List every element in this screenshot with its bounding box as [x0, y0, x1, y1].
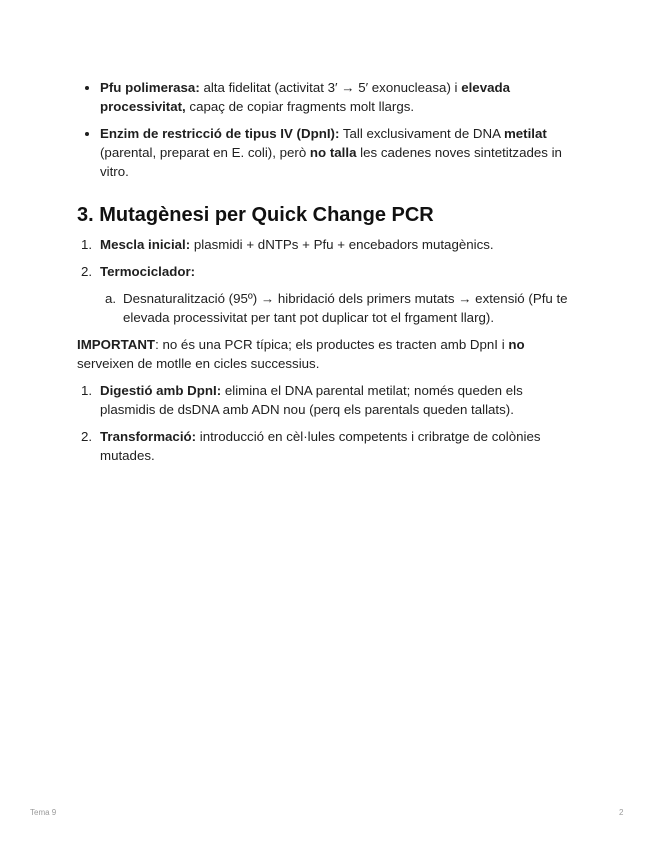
enzyme-list — [77, 78, 577, 181]
item-text: capaç de copiar fragments molt llargs. — [185, 99, 415, 114]
item-text: alta fidelitat (activitat 3′ → 5′ exonucleasa) i — [199, 80, 462, 95]
bold-term: Mescla inicial: — [100, 237, 191, 252]
list-number: 2. — [81, 264, 93, 279]
important-note — [77, 335, 577, 373]
list-item-pfu — [77, 78, 577, 116]
bold-term: Pfu polimerasa: — [100, 80, 200, 95]
item-text: les cadenes noves sintetitzades in vitro. — [100, 145, 562, 179]
bold-term: no — [508, 337, 525, 352]
bold-term: Transformació: — [100, 429, 197, 444]
substeps-list — [100, 289, 577, 327]
bold-term: Digestió amb DpnI: — [100, 383, 222, 398]
bold-term: Enzim de restricció de tipus IV (DpnI): — [100, 126, 340, 141]
bold-term: IMPORTANT — [77, 337, 156, 352]
list-item-dpni — [77, 124, 577, 181]
page-content — [77, 78, 577, 473]
note-text: serveixen de motlle en cicles successius. — [77, 356, 320, 371]
item-text: introducció en cèl·lules competents i cribratge de colònies mutades. — [100, 429, 541, 463]
steps-list-1 — [77, 235, 577, 327]
list-number: 2. — [81, 429, 93, 444]
item-text: Desnaturalització (95º) → hibridació dels primers mutats → extensió (Pfu te elevada processivitat per tant pot duplicar tot el frgament llarg). — [123, 291, 568, 325]
list-number: 1. — [81, 383, 93, 398]
item-text: (parental, preparat en E. coli), però — [100, 145, 310, 160]
list-item — [77, 381, 577, 419]
list-item — [77, 262, 577, 327]
list-item — [100, 289, 577, 327]
list-letter: a. — [105, 291, 117, 306]
page-number: 2 — [619, 808, 624, 817]
steps-list-2 — [77, 381, 577, 465]
note-text: : no és una PCR típica; els productes es tracten amb DpnI i — [155, 337, 509, 352]
list-item — [77, 427, 577, 465]
item-text: elimina el DNA parental metilat; només queden els plasmidis de dsDNA amb ADN nou (perq els parentals queden tallats). — [100, 383, 523, 417]
footer-topic: Tema 9 — [30, 808, 57, 817]
bold-term: no talla — [309, 145, 357, 160]
list-item — [77, 235, 577, 254]
section-heading: 3. Mutagènesi per Quick Change PCR — [77, 204, 434, 226]
bold-term: elevada processivitat, — [100, 80, 511, 114]
bold-term: Termociclador: — [100, 264, 196, 279]
bold-term: metilat — [503, 126, 547, 141]
item-text: plasmidi + dNTPs + Pfu + encebadors mutagènics. — [190, 237, 494, 252]
list-number: 1. — [81, 237, 93, 252]
item-text: Tall exclusivament de DNA — [339, 126, 504, 141]
